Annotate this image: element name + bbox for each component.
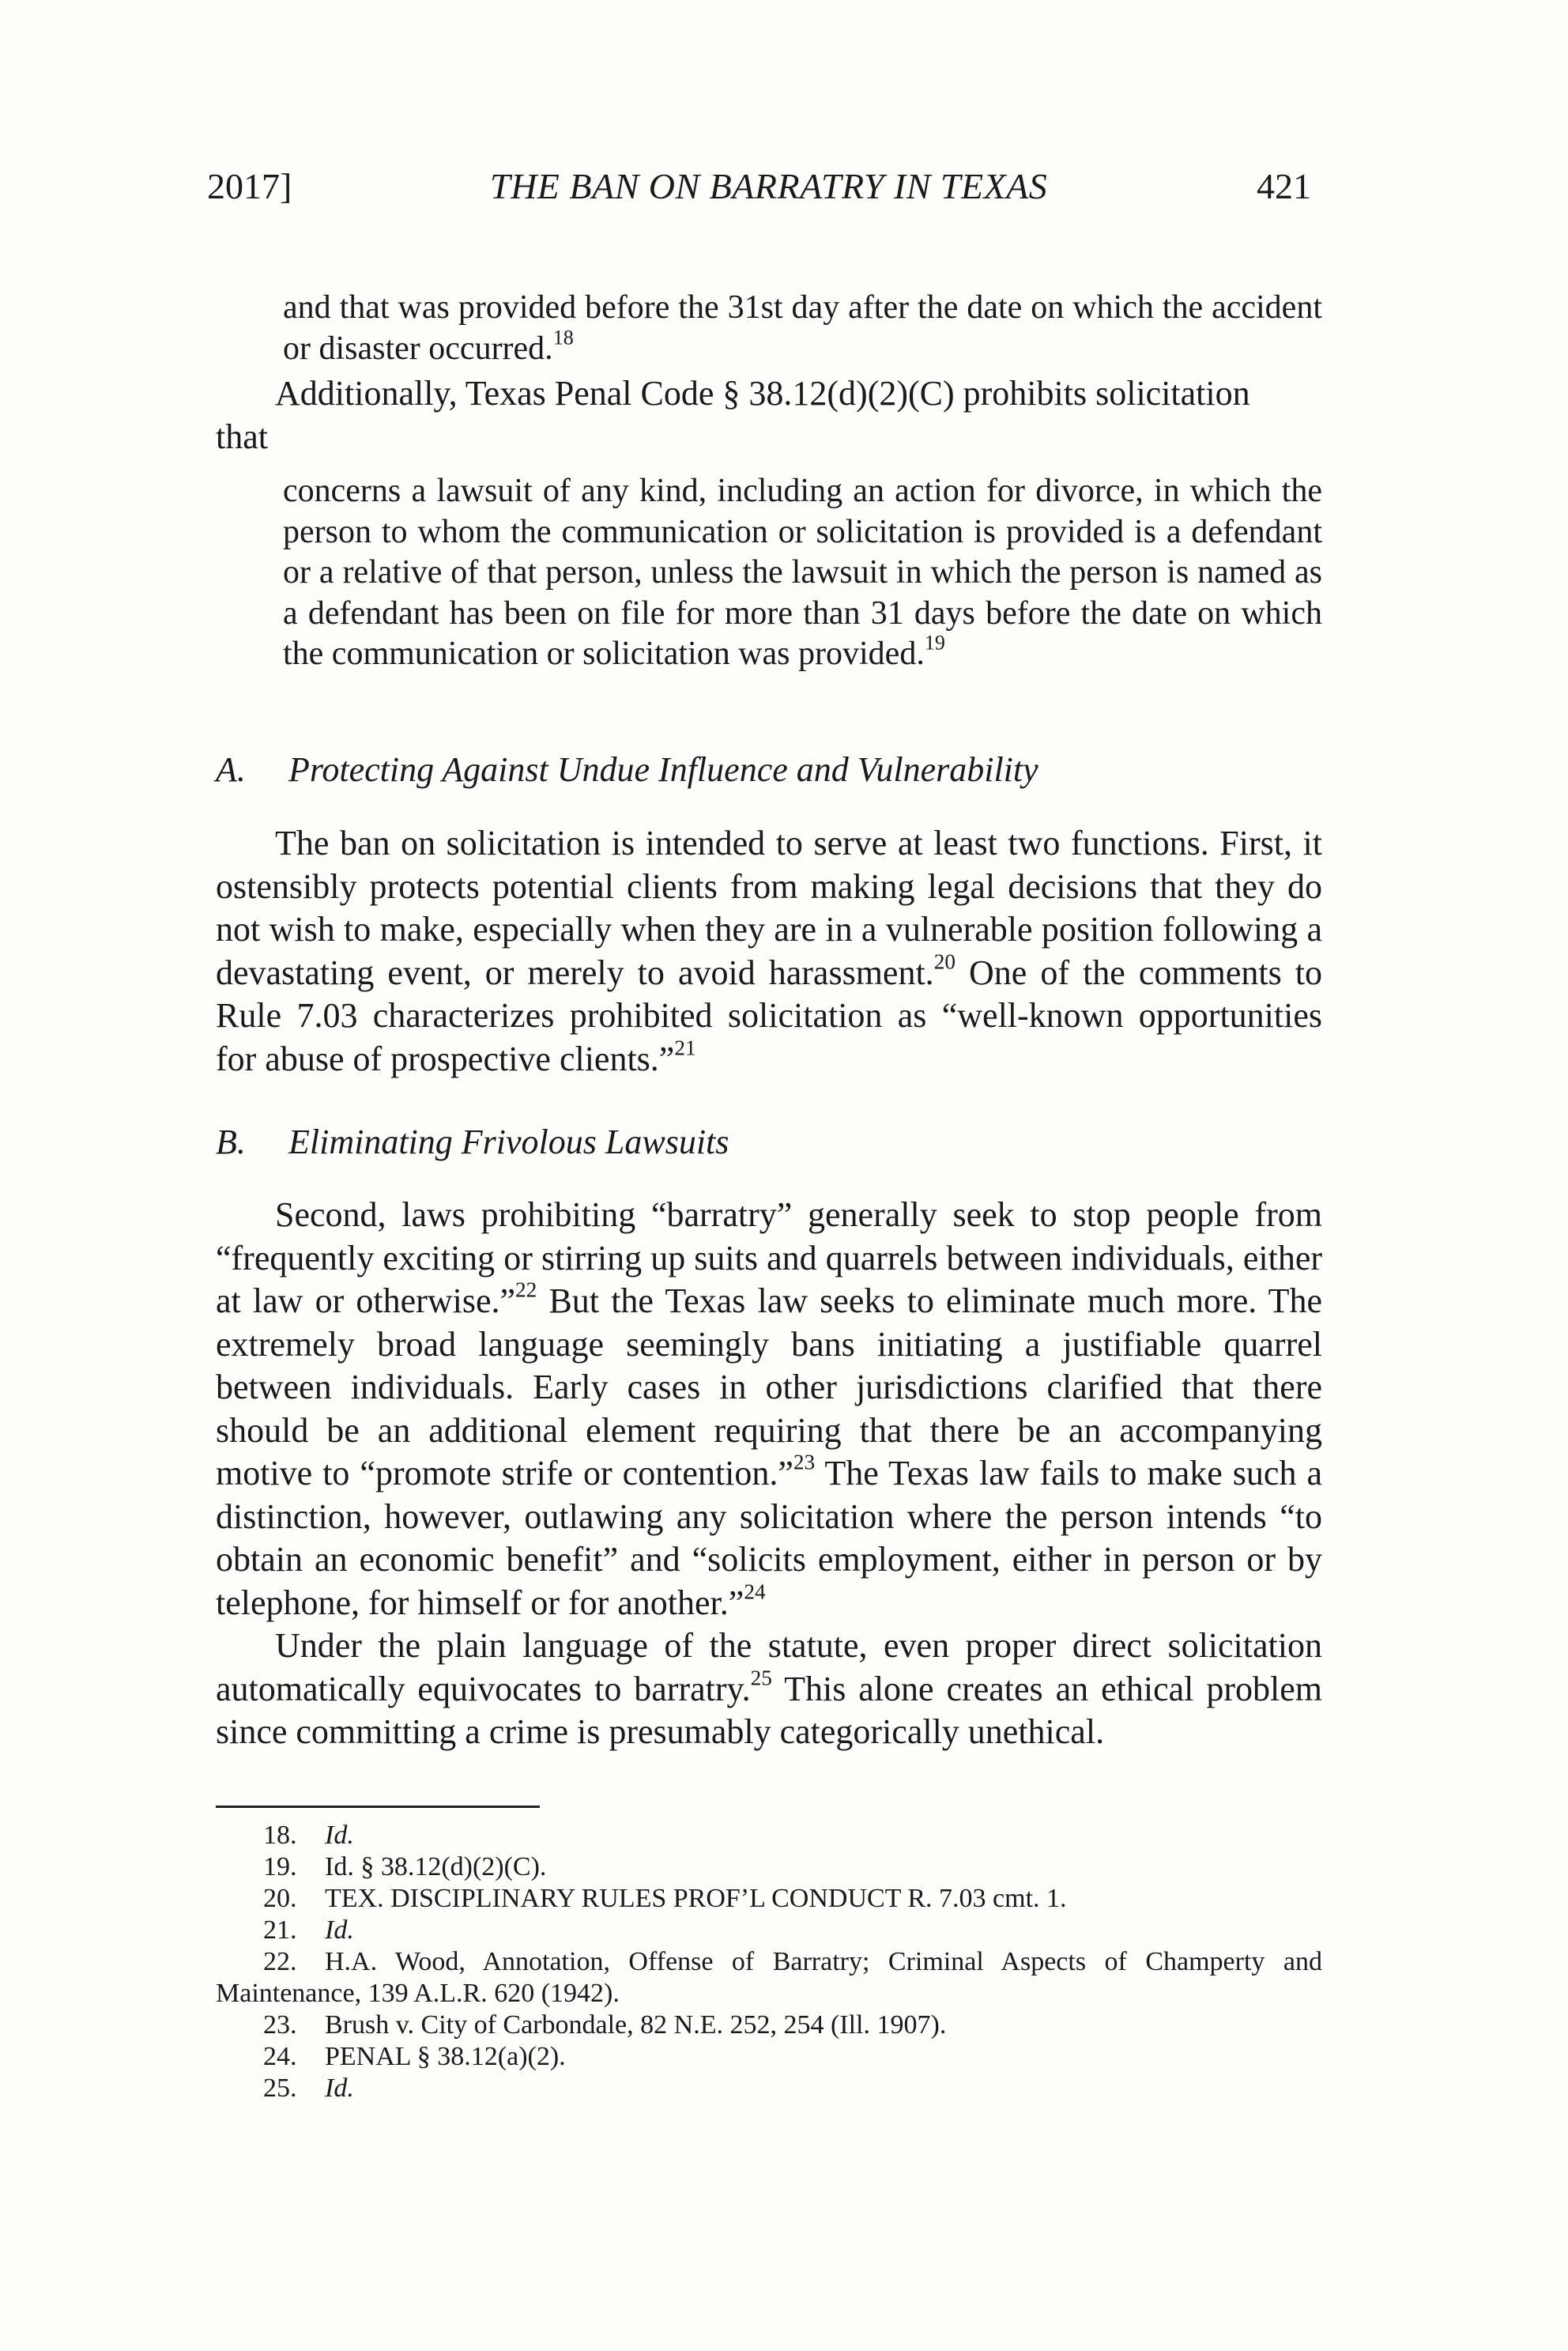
section-a-title: Protecting Against Undue Influence and Vulnerability bbox=[288, 750, 1038, 789]
footnote-22: 22. H.A. Wood, Annotation, Offense of Barratry; Criminal Aspects of Champerty and Maintenance, 139 A.L.R. 620 (1942). bbox=[216, 1947, 1322, 2008]
body-top bbox=[216, 288, 1322, 675]
footnote-ref-18[interactable]: 18 bbox=[552, 325, 574, 349]
footnote-ref-23[interactable]: 23 bbox=[793, 1450, 816, 1474]
section-b-paragraph-2: Under the plain language of the statute, even proper direct solicitation automatically equivocates to barratry.$^{25}$ This alone creates an ethical problem since committing a crime is presumably categorically unethical. bbox=[216, 1626, 1322, 1751]
footnote-25: 25. Id. bbox=[263, 2074, 354, 2103]
section-b-heading bbox=[216, 1121, 729, 1164]
section-a-paragraph: The ban on solicitation is intended to serve at least two functions. First, it ostensibly protects potential clients from making legal decisions that they do not wish to make, especially when they are in a vulnerable position following a devastating event, or merely to avoid harassment.$^{20}$ One of the comments to Rule 7.03 characterizes prohibited solicitation as “well-known opportunities for abuse of prospective clients.”$^{21}$ bbox=[216, 824, 1322, 1078]
footnote-ref-22[interactable]: 22 bbox=[515, 1277, 537, 1302]
footnote-ref-20[interactable]: 20 bbox=[933, 949, 956, 973]
running-header-title: THE BAN ON BARRATRY IN TEXAS bbox=[490, 166, 1048, 206]
running-header-year: 2017] bbox=[207, 166, 292, 206]
paragraph-intro-continuation: that bbox=[216, 417, 268, 456]
footnote-21: 21. Id. bbox=[263, 1915, 354, 1945]
footnote-19: 19. Id. § 38.12(d)(2)(C). bbox=[263, 1852, 547, 1881]
block-quote-2: concerns a lawsuit of any kind, including an action for divorce, in which the person to whom the communication or solicitation is provided is a defendant or a relative of that person, unless the lawsuit in which the person is named as a defendant has been on file for more than 31 days before the date on which the communication or solicitation was provided.$^{19}$ bbox=[283, 473, 1322, 672]
footnote-20: 20. TEX. DISCIPLINARY RULES PROF’L CONDUCT R. 7.03 cmt. 1. bbox=[263, 1884, 1067, 1913]
section-a-body bbox=[216, 822, 1322, 1081]
footnote-ref-19[interactable]: 19 bbox=[924, 631, 945, 655]
footnote-24: 24. PENAL § 38.12(a)(2). bbox=[263, 2042, 566, 2071]
footnote-ref-21[interactable]: 21 bbox=[674, 1035, 696, 1059]
section-b-body bbox=[216, 1194, 1322, 1754]
paragraph-intro: Additionally, Texas Penal Code § 38.12(d)(2)(C) prohibits solicitation bbox=[275, 374, 1250, 413]
footnotes bbox=[216, 1820, 1322, 2104]
footnote-23: 23. Brush v. City of Carbondale, 82 N.E. 252, 254 (Ill. 1907). bbox=[263, 2010, 947, 2040]
footnote-18: 18. Id. bbox=[263, 1821, 354, 1850]
section-b-letter: B. bbox=[216, 1123, 246, 1161]
footnote-divider bbox=[216, 1806, 540, 1808]
footnote-ref-24[interactable]: 24 bbox=[744, 1579, 766, 1603]
footnote-ref-25[interactable]: 25 bbox=[750, 1665, 772, 1689]
section-b-paragraph-1: Second, laws prohibiting “barratry” generally seek to stop people from “frequently exciting or stirring up suits and quarrels between individuals, either at law or otherwise.”$^{22}$ But the Texas law seeks to eliminate much more. The extremely broad language seemingly bans initiating a justifiable quarrel between individuals. Early cases in other jurisdictions clarified that there should be an additional element requiring that there be an accompanying motive to “promote strife or contention.”$^{23}$ The Texas law fails to make such a distinction, however, outlawing any solicitation where the person intends “to obtain an economic benefit” and “solicits employment, either in person or by telephone, for himself or for another.”$^{24}$ bbox=[216, 1195, 1323, 1622]
block-quote-1: and that was provided before the 31st day after the date on which the accident or disaster occurred.$^{18}$ bbox=[283, 289, 1322, 367]
page-number: 421 bbox=[1257, 166, 1311, 206]
section-a-letter: A. bbox=[216, 750, 246, 789]
section-a-heading bbox=[216, 749, 1038, 791]
section-b-title: Eliminating Frivolous Lawsuits bbox=[288, 1123, 729, 1161]
